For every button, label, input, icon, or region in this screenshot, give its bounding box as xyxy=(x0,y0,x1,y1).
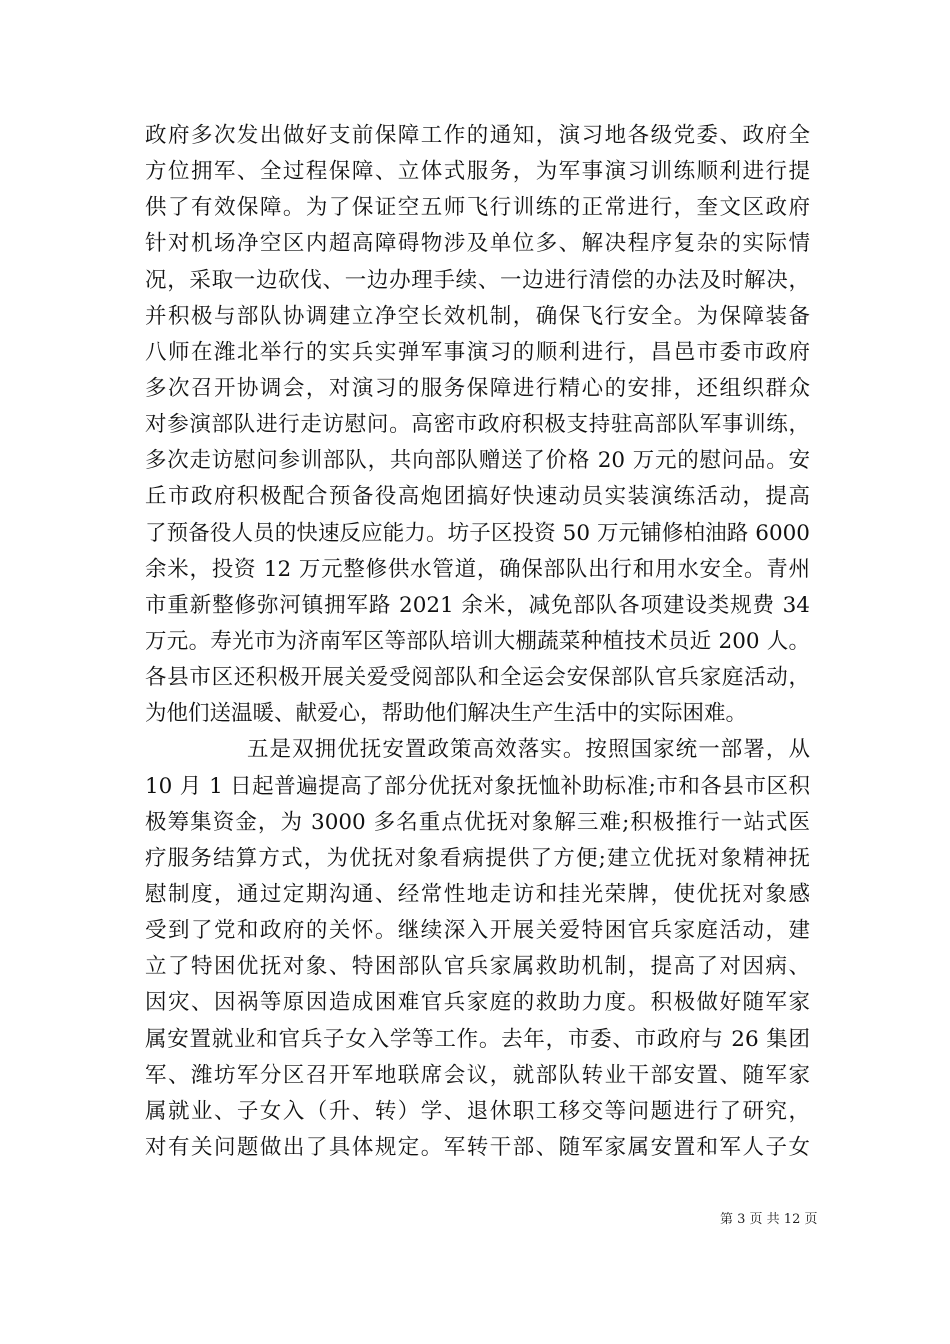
text-line: 军、潍坊军分区召开军地联席会议，就部队转业干部安置、随军家 xyxy=(145,1062,810,1088)
paragraph-start-line: 五是双拥优抚安置政策高效落实。按照国家统一部署，从 xyxy=(247,737,810,763)
text-line: 并积极与部队协调建立净空长效机制，确保飞行安全。为保障装备 xyxy=(145,303,810,329)
paragraph-end-line: 为他们送温暖、献爱心，帮助他们解决生产生活中的实际困难。 xyxy=(145,701,748,727)
text-line: 供了有效保障。为了保证空五师飞行训练的正常进行，奎文区政府 xyxy=(145,195,810,221)
text-line: 余米，投资 12 万元整修供水管道，确保部队出行和用水安全。青州 xyxy=(145,556,810,582)
text-line: 市重新整修弥河镇拥军路 2021 余米，减免部队各项建设类规费 34 xyxy=(145,592,810,618)
page-number-footer: 第 3 页 共 12 页 xyxy=(720,1212,818,1227)
text-line: 慰制度，通过定期沟通、经常性地走访和挂光荣牌，使优抚对象感 xyxy=(145,881,810,907)
text-line: 对有关问题做出了具体规定。军转干部、随军家属安置和军人子女 xyxy=(145,1134,810,1160)
text-line: 丘市政府积极配合预备役高炮团搞好快速动员实装演练活动，提高 xyxy=(145,484,810,510)
text-line: 立了特困优抚对象、特困部队官兵家属救助机制，提高了对因病、 xyxy=(145,954,810,980)
text-line: 10 月 1 日起普遍提高了部分优抚对象抚恤补助标准;市和各县市区积 xyxy=(145,773,810,799)
text-line: 多次召开协调会，对演习的服务保障进行精心的安排，还组织群众 xyxy=(145,375,810,401)
text-line: 况，采取一边砍伐、一边办理手续、一边进行清偿的办法及时解决， xyxy=(145,267,810,293)
text-line: 疗服务结算方式，为优抚对象看病提供了方便;建立优抚对象精神抚 xyxy=(145,845,810,871)
text-line: 对参演部队进行走访慰问。高密市政府积极支持驻高部队军事训练， xyxy=(145,412,810,438)
text-line: 属安置就业和官兵子女入学等工作。去年，市委、市政府与 26 集团 xyxy=(145,1026,810,1052)
text-line: 因灾、因祸等原因造成困难官兵家庭的救助力度。积极做好随军家 xyxy=(145,990,810,1016)
text-line: 属就业、子女入（升、转）学、退休职工移交等问题进行了研究， xyxy=(145,1098,810,1124)
text-line: 八师在潍北举行的实兵实弹军事演习的顺利进行，昌邑市委市政府 xyxy=(145,339,810,365)
text-line: 受到了党和政府的关怀。继续深入开展关爱特困官兵家庭活动，建 xyxy=(145,918,810,944)
text-line: 方位拥军、全过程保障、立体式服务，为军事演习训练顺利进行提 xyxy=(145,159,810,185)
text-line: 政府多次发出做好支前保障工作的通知，演习地各级党委、政府全 xyxy=(145,123,810,148)
body-text xyxy=(145,118,810,1166)
text-line: 了预备役人员的快速反应能力。坊子区投资 50 万元铺修柏油路 6000 xyxy=(145,520,810,546)
text-line: 针对机场净空区内超高障碍物涉及单位多、解决程序复杂的实际情 xyxy=(145,231,810,257)
text-line: 万元。寿光市为济南军区等部队培训大棚蔬菜种植技术员近 200 人。 xyxy=(145,628,810,654)
text-line: 极筹集资金，为 3000 多名重点优抚对象解三难;积极推行一站式医 xyxy=(145,809,810,835)
text-line: 各县市区还积极开展关爱受阅部队和全运会安保部队官兵家庭活动， xyxy=(145,665,810,691)
text-line: 多次走访慰问参训部队，共向部队赠送了价格 20 万元的慰问品。安 xyxy=(145,448,810,474)
